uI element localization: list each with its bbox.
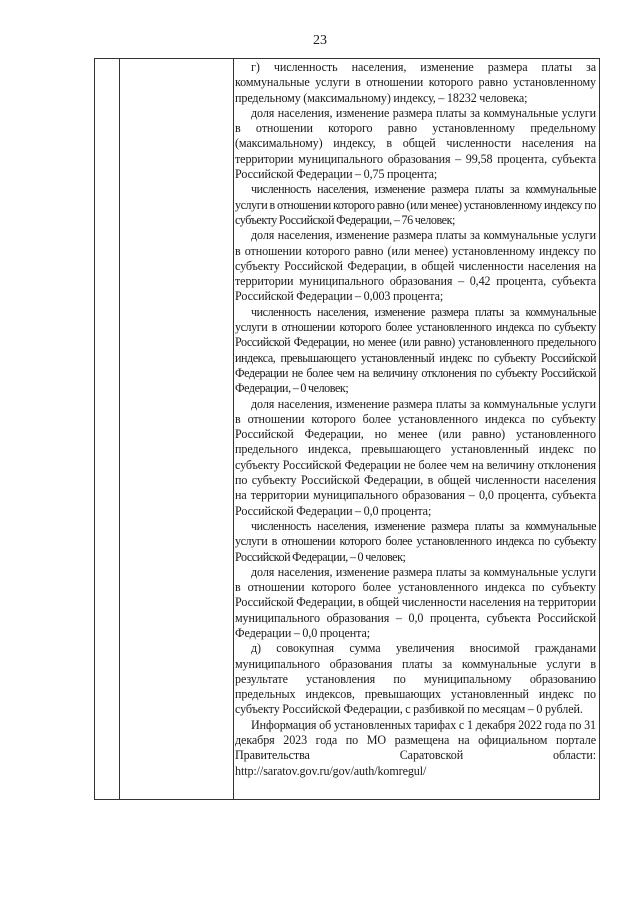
paragraph-share-within-deviation: доля населения, изменение размера платы за коммунальные услуги в отношении которого более установленного индекса по субъекту Российской Федерации, но менее (или равно) установленного предельного индекса, превышающего установленный индекс по субъекту Российской Федерации не более чем на величину отклонения по субъекту Российской Федерации, в общей численности населения на территории муниципального образования – 0,0 процента, субъекта Российской Федерации – 0,0 процента; [235,396,596,518]
column-divider-1 [119,59,120,799]
paragraph-tariff-information: Информация об установленных тарифах с 1 декабря 2022 года по 31 декабря 2023 года по МО размещена на официальном портале Правительства Саратовской области: http://saratov.gov.ru/gov/auth/komregul/ [235,717,596,778]
content-table [94,58,600,800]
paragraph-share-above-index: доля населения, изменение размера платы за коммунальные услуги в отношении которого более установленного индекса по субъекту Российской Федерации, в общей численности населения на территории муниципального образования – 0,0 процента, субъекта Российской Федерации – 0,0 процента; [235,564,596,640]
paragraph-total-increase-amount: д) совокупная сумма увеличения вносимой гражданами муниципального образования платы за коммунальные услуги в результате установления по муниципальному образованию предельных индексов, превышающих установленный индекс по субъекту Российской Федерации, с разбивкой по месяцам – 0 рублей. [235,641,596,717]
paragraph-population-within-deviation: численность населения, изменение размера платы за коммунальные услуги в отношении которого более установленного индекса по субъекту Российской Федерации, но менее (или равно) установленного предельного индекса, превышающего установленный индекс по субъекту Российской Федерации не более чем на величину отклонения по субъекту Российской Федерации, – 0 человек; [235,304,596,396]
column-divider-2 [233,59,234,799]
paragraph-population-equal-or-less-index: численность населения, изменение размера платы за коммунальные услуги в отношении которого равно (или менее) установленному индексу по субъекту Российской Федерации, – 76 человек; [235,182,596,227]
paragraph-share-equal-max-index: доля населения, изменение размера платы за коммунальные услуги в отношении которого равно установленному предельному (максимальному) индексу, в общей численности населения на территории муниципального образования – 99,58 процента, субъекта Российской Федерации – 0,75 процента; [235,105,596,182]
paragraph-population-above-index: численность населения, изменение размера платы за коммунальные услуги в отношении которого более установленного индекса по субъекту Российской Федерации, – 0 человек; [235,518,596,564]
paragraph-population-equal-max-index: г) численность населения, изменение размера платы за коммунальные услуги в отношении которого равно установленному предельному (максимальному) индексу, – 18232 человека; [235,60,596,105]
paragraph-share-equal-or-less-index: доля населения, изменение размера платы за коммунальные услуги в отношении которого равно (или менее) установленному индексу по субъекту Российской Федерации, в общей численности населения на территории муниципального образования – 0,42 процента, субъекта Российской Федерации – 0,003 процента; [235,228,596,304]
page-number: 23 [313,33,327,48]
table-cell-text [235,60,596,779]
